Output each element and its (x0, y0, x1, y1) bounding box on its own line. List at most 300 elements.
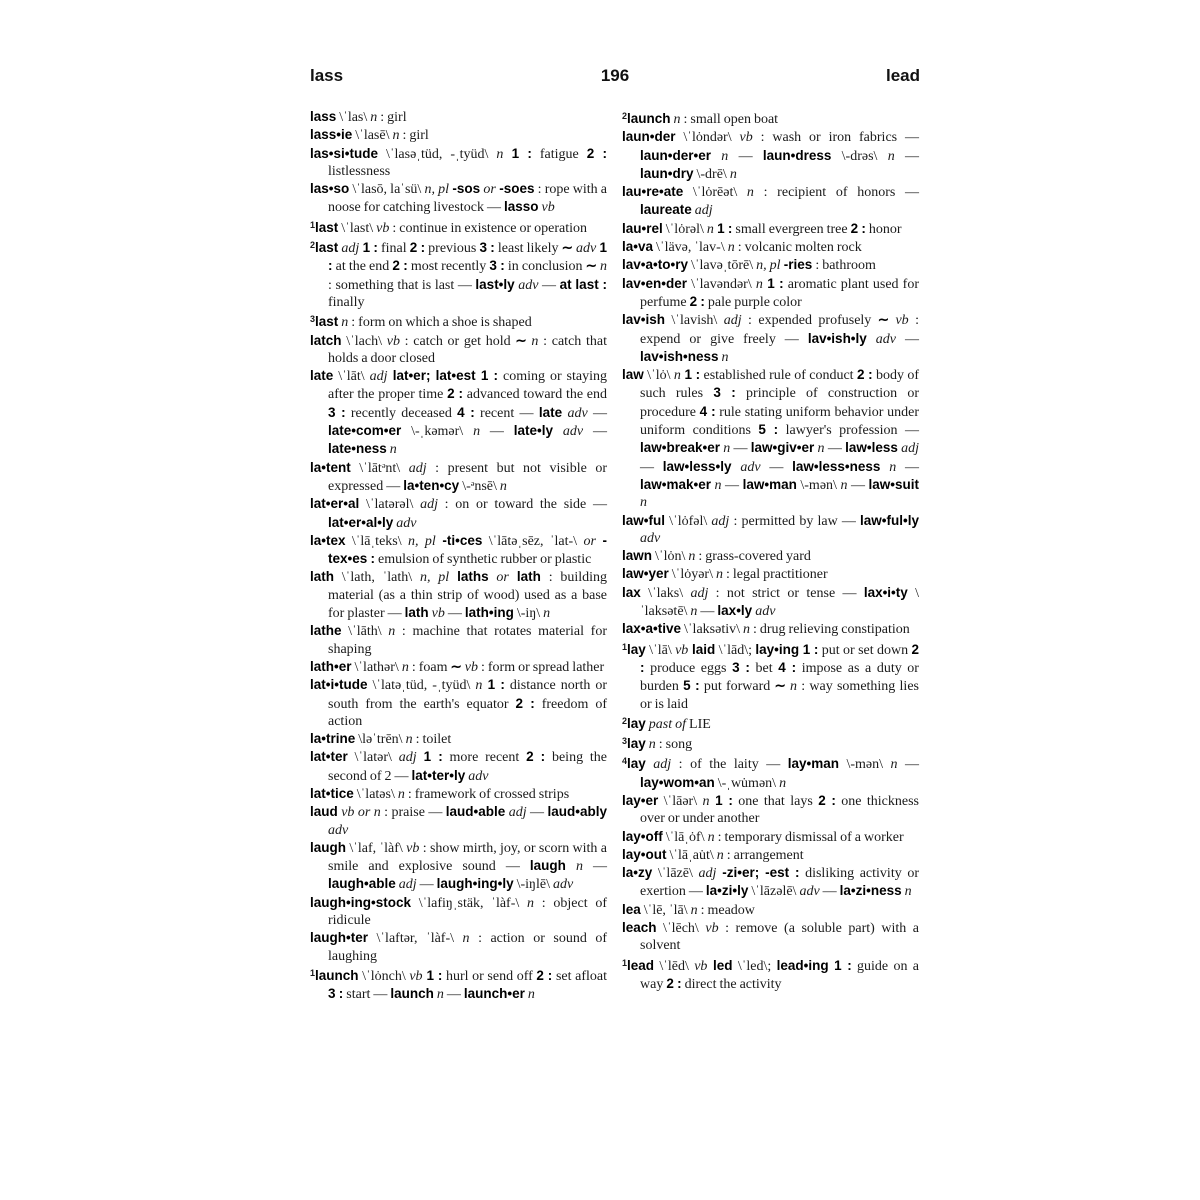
dictionary-entry (622, 620, 919, 638)
entry-text: lawyer's profession — (778, 423, 919, 439)
entry-part-of-speech: n (338, 315, 349, 331)
dictionary-entry (310, 730, 607, 748)
entry-bold-text: law•ful•ly (860, 512, 919, 528)
entry-bold-text: ∼ (561, 240, 573, 256)
entry-part-of-speech: adv (866, 331, 897, 347)
entry-text: — (697, 604, 718, 620)
entry-text: fatigue (531, 146, 587, 162)
dictionary-entry (310, 180, 607, 217)
entry-part-of-speech: n (462, 931, 470, 947)
entry-bold-text: 4 : (457, 404, 475, 420)
entry-headword: la•tent (310, 459, 351, 475)
entry-headword: lay•out (622, 846, 667, 862)
entry-part-of-speech: vb (889, 313, 909, 329)
entry-text: recently deceased (345, 405, 458, 421)
entry-text: \-mən\ (838, 757, 891, 773)
entry-bold-text: 2 : (392, 258, 408, 274)
entry-part-of-speech: or (480, 182, 496, 198)
entry-text: — (824, 441, 846, 457)
entry-headword: law (622, 367, 644, 383)
entry-text: \-iŋ\ (513, 606, 544, 622)
entry-part-of-speech: vb (386, 333, 400, 349)
entry-bold-text: ∼ (877, 312, 890, 328)
entry-text: \ˈlȯrəl\ (662, 221, 707, 237)
entry-bold-text: la•zi•ness (839, 883, 902, 899)
entry-bold-text: laud•able (445, 804, 506, 820)
entry-text: : remove (a soluble part) with a solvent (640, 921, 920, 954)
entry-text: : girl (399, 128, 429, 144)
dictionary-entry (310, 622, 607, 658)
entry-text: — (730, 441, 751, 457)
entry-part-of-speech: n (720, 441, 731, 457)
entry-part-of-speech: n (673, 368, 681, 384)
entry-text: one thickness over or under another (640, 793, 919, 827)
entry-headword: lead (627, 957, 655, 973)
entry-bold-text: laud•ably (547, 804, 607, 820)
entry-headword: laugh (310, 839, 346, 855)
entry-text: emulsion of synthetic rubber or plastic (375, 552, 592, 568)
dictionary-entry (310, 237, 607, 311)
entry-headword: laun•der (622, 129, 676, 145)
entry-text: \ˈlāˌȯf\ (662, 829, 708, 845)
entry-part-of-speech: n (543, 606, 551, 622)
dictionary-entry (622, 275, 919, 312)
entry-part-of-speech: n (388, 624, 396, 640)
entry-part-of-speech: adj (897, 441, 919, 457)
entry-headword: lat•ter (310, 749, 348, 765)
dictionary-entry (310, 929, 607, 965)
entry-headword: latch (310, 332, 342, 348)
entry-text: \ˈlātəˌsēz, ˈlat-\ (482, 533, 584, 549)
entry-bold-text: 2 : (526, 749, 546, 765)
homograph-number: 1 (622, 957, 628, 968)
entry-bold-text: -ti•ces (435, 532, 483, 548)
entry-part-of-speech: n, pl (407, 533, 436, 549)
homograph-number: 3 (622, 736, 628, 747)
dictionary-entry (310, 748, 607, 785)
entry-headword: lav•a•to•ry (622, 257, 688, 273)
entry-text: listlessness (328, 163, 391, 179)
entry-part-of-speech: n, pl (756, 258, 781, 274)
entry-part-of-speech: adv (465, 768, 489, 784)
dictionary-entry (310, 658, 607, 676)
entry-part-of-speech: adv (752, 604, 776, 620)
left-column (310, 108, 607, 1004)
entry-headword: lay (627, 641, 646, 657)
entry-bold-text: laths (449, 569, 489, 585)
entry-bold-text: lath•ing (464, 605, 514, 621)
entry-bold-text: 1 : (680, 367, 701, 383)
entry-text: \ˈlēd\ (654, 958, 695, 974)
entry-headword: lass (310, 109, 337, 124)
entry-text: coming or staying after the proper time (328, 369, 607, 403)
dictionary-entry (622, 955, 919, 994)
entry-bold-text: 1 : (422, 967, 443, 983)
entry-text: : legal practitioner (722, 567, 828, 583)
dictionary-entry (310, 217, 607, 237)
entry-bold-text: law•man (742, 476, 797, 492)
entry-headword: lat•tice (310, 785, 354, 801)
entry-text: \ˈlȯnch\ (358, 968, 410, 984)
entry-part-of-speech: n (526, 333, 539, 349)
entry-text: — (896, 331, 920, 347)
homograph-number: 1 (310, 967, 316, 978)
homograph-number: 2 (622, 111, 628, 121)
entry-text: \-drəs\ (831, 148, 888, 164)
entry-bold-text: launch•er (463, 986, 525, 1002)
entry-text: \ˈlȯndər\ (675, 130, 740, 146)
entry-bold-text: laugh•ing•ly (436, 876, 514, 892)
entry-text: : recipient of honors — (753, 185, 919, 201)
entry-text: : drug relieving constipation (750, 622, 910, 638)
entry-text: \ˈlathər\ (351, 659, 402, 675)
entry-headword: la•va (622, 239, 654, 255)
entry-bold-text: 1 : (359, 240, 378, 256)
entry-text: \ˈlāzē\ (652, 866, 699, 882)
entry-headword: leach (622, 920, 657, 936)
entry-part-of-speech: n (718, 349, 729, 365)
entry-bold-text: 5 : (758, 422, 779, 438)
entry-part-of-speech: n (496, 146, 504, 162)
entry-part-of-speech: n (727, 240, 735, 256)
entry-bold-text: -zi•er; -est : (716, 865, 800, 881)
entry-text: recent — (474, 405, 539, 421)
entry-headword: last (315, 240, 339, 256)
entry-text: : object of ridicule (328, 895, 607, 929)
entry-text: : bathroom (812, 258, 876, 274)
entry-part-of-speech: vb (428, 606, 445, 622)
dictionary-entry (310, 145, 607, 181)
entry-text: principle of construction or procedure (640, 386, 919, 420)
entry-text: \ˈlatəˌtüd, -ˌtyüd\ (367, 678, 476, 694)
entry-part-of-speech: n (729, 166, 737, 182)
entry-part-of-speech: adj (698, 866, 717, 882)
entry-bold-text: 2 : (536, 967, 553, 983)
entry-bold-text: late•ness (328, 441, 387, 457)
entry-bold-text: ∼ (450, 658, 462, 674)
entry-part-of-speech: adj (420, 497, 438, 513)
entry-text: : catch that holds a door closed (328, 333, 608, 366)
entry-bold-text: lax•i•ty (863, 584, 908, 600)
dictionary-entry (622, 919, 919, 955)
entry-part-of-speech: n (397, 786, 405, 802)
entry-part-of-speech: n (499, 478, 507, 494)
entry-text: \ˈlȯn\ (652, 549, 689, 565)
dictionary-entry (622, 639, 919, 713)
entry-part-of-speech: n (392, 128, 400, 144)
entry-part-of-speech: n (707, 829, 715, 845)
entry-part-of-speech: n (711, 477, 722, 493)
entry-text: — (538, 277, 560, 293)
entry-text: rule stating uniform behavior under uniform conditions (640, 404, 919, 439)
entry-bold-text: 3 : (713, 385, 736, 401)
entry-part-of-speech: vb (739, 130, 753, 146)
entry-bold-text: lath (404, 605, 429, 621)
entry-text: \ˈlȯfəl\ (664, 513, 712, 529)
dictionary-entry (622, 512, 919, 548)
homograph-number: 4 (622, 756, 628, 767)
dictionary-entry (622, 713, 919, 733)
dictionary-entry (310, 495, 607, 532)
entry-text: : show mirth, joy, or scorn with a smile and explosive sound — (328, 840, 607, 875)
entry-text: : expended profusely (741, 313, 878, 329)
entry-part-of-speech: n (640, 495, 647, 511)
entry-bold-text: 2 : (818, 792, 836, 808)
entry-part-of-speech: vb or n (337, 805, 381, 821)
entry-bold-text: 2 : (850, 220, 866, 236)
entry-part-of-speech: n (702, 793, 710, 809)
entry-bold-text: laun•der•er (640, 147, 711, 163)
dictionary-entry (622, 584, 919, 621)
entry-headword: lay•off (622, 828, 663, 844)
entry-bold-text: laun•dry (640, 165, 694, 181)
entry-text: \ˈlāˌteks\ (345, 533, 408, 549)
entry-bold-text: law•mak•er (640, 476, 711, 492)
entry-part-of-speech: adv (799, 884, 820, 900)
entry-headword: launch (627, 111, 671, 126)
entry-headword: lav•ish (622, 312, 665, 328)
entry-text: : form or spread lather (478, 659, 605, 675)
entry-bold-text: 2 : (515, 695, 535, 711)
entry-text: — (819, 884, 840, 900)
entry-text: — (897, 757, 920, 773)
dictionary-entry (310, 459, 607, 496)
dictionary-entry (622, 753, 919, 792)
entry-part-of-speech: adv (562, 405, 588, 421)
entry-part-of-speech: adj (690, 585, 709, 601)
entry-headword: launch (315, 967, 359, 983)
entry-part-of-speech: adj (408, 460, 427, 476)
dictionary-entry (310, 676, 607, 730)
entry-part-of-speech: vb (376, 220, 390, 236)
entry-text: \ˈlaksətē\ (640, 585, 920, 620)
homograph-number: 1 (622, 641, 628, 652)
entry-bold-text: 4 : (699, 403, 716, 419)
entry-text: — (480, 424, 514, 440)
entry-bold-text: 1 : (713, 220, 733, 236)
entry-bold-text: 2 : (447, 386, 464, 402)
dictionary-entry (622, 238, 919, 256)
entry-headword: late (310, 368, 334, 384)
entry-part-of-speech: adj (338, 241, 360, 257)
entry-part-of-speech: n, pl (424, 182, 450, 198)
entry-bold-text: law•giv•er (750, 440, 815, 456)
entry-text: \ˈled\; (732, 958, 777, 974)
entry-part-of-speech: adj (645, 757, 672, 773)
entry-part-of-speech: vb (409, 968, 423, 984)
entry-headword: lau•rel (622, 220, 663, 236)
entry-headword: lay (627, 715, 646, 731)
entry-text: at the end (332, 259, 393, 275)
entry-text: : wash or iron fabrics — (752, 130, 919, 146)
entry-bold-text: 3 : (328, 986, 344, 1002)
entry-bold-text: ∼ (585, 258, 597, 274)
entry-bold-text: 1 : (416, 749, 443, 765)
entry-headword: lath•er (310, 658, 352, 674)
entry-text: impose as a duty or burden (640, 660, 919, 695)
entry-headword: laugh•ter (310, 930, 368, 946)
entry-text: freedom of action (328, 696, 607, 729)
entry-part-of-speech: n (401, 659, 409, 675)
entry-bold-text: la•zi•ly (705, 883, 749, 899)
entry-text: \ˈlast\ (338, 220, 377, 236)
entry-text: \ˈlafiŋˌstäk, ˈlàf-\ (410, 895, 528, 911)
entry-text: : foam (408, 659, 451, 675)
entry-text: direct the activity (681, 976, 782, 992)
entry-text: pale purple color (704, 294, 802, 310)
entry-text: \ˈlaf, ˈlàf\ (346, 840, 407, 856)
entry-bold-text: law•less•ly (662, 458, 732, 474)
entry-text: : framework of crossed strips (404, 786, 570, 802)
dictionary-entry (622, 128, 919, 183)
entry-part-of-speech: n (596, 259, 608, 275)
entry-headword: lax•a•tive (622, 621, 681, 637)
dictionary-entry (622, 311, 919, 366)
entry-bold-text: lay•ing 1 : (755, 641, 819, 657)
entry-bold-text: 1 : (762, 275, 784, 291)
entry-text: \ˈlävə, ˈlav-\ (653, 240, 728, 256)
entry-bold-text: last•ly (475, 276, 515, 292)
homograph-number: 3 (310, 314, 316, 325)
entry-headword: lay•er (622, 792, 659, 808)
entry-text: \ˈlȯ\ (643, 368, 674, 384)
entry-headword: lass•ie (310, 127, 353, 143)
entry-part-of-speech: adv (572, 241, 597, 257)
entry-text: one that lays (732, 793, 819, 809)
entry-text: \ˈlād\; (715, 642, 756, 658)
dictionary-entry (310, 568, 607, 622)
entry-part-of-speech: n (386, 442, 397, 458)
entry-part-of-speech: vb (675, 642, 689, 658)
entry-bold-text: 3 : (732, 659, 750, 675)
entry-headword: last (315, 219, 339, 235)
dictionary-entry (310, 367, 607, 458)
entry-part-of-speech: n (890, 757, 898, 773)
dictionary-entry (310, 785, 607, 803)
entry-bold-text: -ries (780, 257, 813, 273)
entry-text: aromatic plant used for perfume (640, 276, 919, 310)
entry-part-of-speech: n (710, 148, 729, 164)
entry-text: : action or sound of laughing (328, 931, 607, 964)
entry-part-of-speech: n (715, 567, 723, 583)
entry-part-of-speech: n (690, 902, 698, 918)
entry-bold-text: ∼ (515, 332, 527, 348)
entry-text: \-ᵊnsē\ (459, 478, 500, 494)
entry-text: \ˈlavəndər\ (686, 276, 756, 292)
entry-headword: lau•re•ate (622, 184, 684, 200)
dictionary-entry (622, 183, 919, 220)
entry-part-of-speech: vb (461, 659, 478, 675)
dictionary-entry (310, 803, 607, 839)
entry-bold-text: -tex•es : (328, 532, 607, 567)
entry-text: guide on a way (640, 958, 919, 992)
entry-part-of-speech: adj (711, 513, 730, 529)
dictionary-entry (622, 828, 919, 846)
entry-part-of-speech: n (887, 148, 895, 164)
entry-part-of-speech: n (901, 884, 912, 900)
entry-bold-text: lax•ly (717, 603, 753, 619)
entry-part-of-speech: n (814, 441, 825, 457)
homograph-number: 2 (622, 715, 628, 726)
entry-part-of-speech: vb (406, 840, 420, 856)
entry-headword: lay (627, 736, 646, 752)
entry-text: body of such rules (640, 368, 920, 402)
dictionary-entry (622, 366, 919, 511)
dictionary-entry (310, 839, 607, 894)
entry-part-of-speech: adv (514, 277, 539, 293)
entry-text: small evergreen tree (732, 221, 851, 237)
entry-bold-text: lasso (503, 199, 539, 215)
entry-text: \ˈlatəs\ (353, 786, 398, 802)
entry-text: \ˈlāzəlē\ (748, 884, 800, 900)
entry-text: : catch or get hold (399, 333, 516, 349)
entry-text: : song (655, 737, 693, 753)
entry-text: \ˈlavəˌtōrē\ (687, 258, 757, 274)
entry-headword: la•tex (310, 532, 346, 548)
entry-text: : temporary dismissal of a worker (714, 829, 904, 845)
entry-headword: las•si•tude (310, 145, 378, 161)
dictionary-entry (622, 220, 919, 238)
entry-headword: lat•er•al (310, 496, 360, 512)
entry-part-of-speech: n (670, 112, 681, 127)
entry-text: put forward (699, 679, 775, 695)
entry-bold-text: late•com•er (328, 423, 402, 439)
entry-text: \ˈlatərəl\ (359, 497, 421, 513)
entry-bold-text: lav•ish•ness (640, 348, 719, 364)
entry-text: \ˈlasəˌtüd, -ˌtyüd\ (377, 146, 497, 162)
entry-headword: lat•i•tude (310, 677, 368, 693)
homograph-number: 1 (310, 219, 316, 230)
entry-bold-text: -soes (495, 181, 535, 197)
right-guide-word: lead (885, 66, 920, 85)
entry-text: — (583, 424, 608, 440)
entry-text: honor (865, 221, 902, 237)
entry-text: disliking activity or exertion — (640, 866, 919, 900)
entry-text: \ˈlē, ˈlā\ (640, 902, 691, 918)
entry-part-of-speech: n, pl (419, 570, 450, 586)
entry-bold-text: 3 : (328, 404, 346, 420)
homograph-number: 2 (310, 240, 316, 251)
dictionary-entry (622, 864, 919, 901)
entry-text: \ˈlatər\ (347, 750, 399, 766)
entry-text: \ˈlāˌau̇t\ (666, 847, 717, 863)
entry-text: — (896, 459, 920, 475)
entry-part-of-speech: n (746, 185, 754, 201)
entry-bold-text: 5 : (683, 678, 700, 694)
entry-text: \ˈlȯyər\ (668, 567, 716, 583)
dictionary-entry (622, 901, 919, 919)
entry-part-of-speech: adv (640, 530, 661, 546)
entry-text: \ˈlāər\ (658, 793, 703, 809)
entry-bold-text: law•break•er (640, 440, 720, 456)
entry-text: \ˈlātᵊnt\ (350, 460, 409, 476)
entry-part-of-speech: adv (731, 459, 761, 475)
entry-bold-text: 2 : (409, 240, 426, 256)
entry-headword: la•trine (310, 731, 356, 747)
entry-text: \ˈlaksətiv\ (681, 622, 743, 638)
entry-text: start — (343, 987, 391, 1003)
entry-bold-text: lav•ish•ly (807, 330, 867, 346)
entry-text: — (582, 859, 608, 875)
entry-text: \-iŋlē\ (513, 877, 553, 893)
entry-bold-text: 1 : (709, 792, 733, 808)
entry-text: final (377, 241, 410, 257)
entry-text: : of the laity — (671, 757, 788, 773)
entry-headword: laud (310, 804, 338, 820)
entry-text: — (728, 148, 763, 164)
entry-text: : not strict or tense — (708, 585, 864, 601)
entry-text: : small open boat (680, 112, 779, 127)
